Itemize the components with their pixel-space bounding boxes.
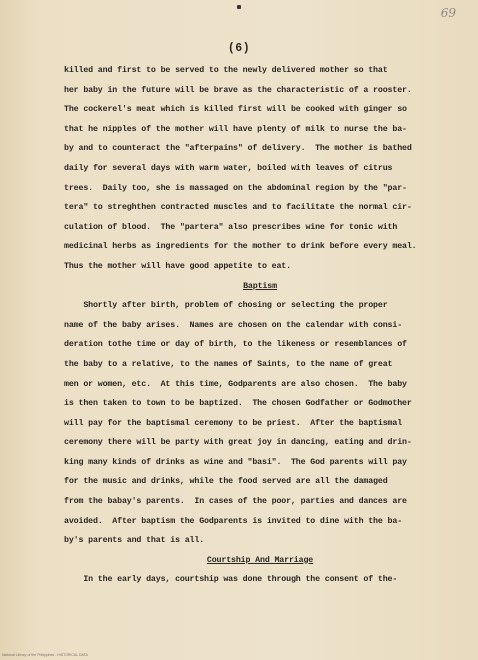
text-line: king many kinds of drinks as wine and "basi". The God parents will pay	[64, 457, 407, 467]
text-line: tera" to streghthen contracted muscles and to facilitate the normal cir-	[64, 203, 412, 213]
text-line: daily for several days with warm water, boiled with leaves of citrus	[64, 163, 393, 173]
archive-footer: National Library of the Philippines - HISTORICAL DATA	[2, 653, 88, 657]
text-line: from the babay's parents. In cases of the poor, parties and dances are	[64, 497, 407, 507]
binding-hole	[237, 5, 241, 9]
text-line: ceremony there will be party with great joy in dancing, eating and drin-	[64, 438, 412, 448]
text-line: name of the baby arises. Names are chosen on the calendar with consi-	[64, 320, 403, 330]
text-line: The cockerel's meat which is killed first will be cooked with ginger so	[64, 105, 407, 115]
text-line: is then taken to town to be baptized. The chosen Godfather or Godmother	[64, 399, 412, 409]
text-line: that he nipples of the mother will have plenty of milk to nurse the ba-	[64, 124, 407, 134]
text-line: killed and first to be served to the newly delivered mother so that	[64, 66, 388, 75]
body-text	[64, 61, 456, 590]
text-line: culation of blood. The "partera" also prescribes wine for tonic with	[64, 222, 398, 232]
text-line: Shortly after birth, problem of chosing or selecting the proper	[64, 301, 388, 311]
text-line: her baby in the future will be brave as the characteristic of a rooster.	[64, 85, 412, 95]
text-line: avoided. After baptism the Godparents is invited to dine with the ba-	[64, 516, 403, 526]
text-line: Thus the mother will have good appetite to eat.	[64, 261, 291, 271]
text-line: trees. Daily too, she is massaged on the abdominal region by the "par-	[64, 183, 407, 193]
text-line: for the music and drinks, while the food served are all the damaged	[64, 477, 388, 487]
text-line: will pay for the baptismal ceremony to be priest. After the baptismal	[64, 418, 403, 428]
section-heading-courtship: Courtship And Marriage	[206, 555, 314, 565]
section-heading-baptism: Baptism	[243, 281, 277, 291]
text-line: by and to counteract the "afterpains" of delivery. The mother is bathed	[64, 144, 412, 154]
handwritten-page-number: 69	[440, 6, 456, 20]
text-line: the baby to a relative, to the names of Saints, to the name of great	[64, 359, 393, 369]
page-number: (6)	[227, 42, 251, 55]
text-line: by's parents and that is all.	[64, 536, 205, 546]
text-line: deration tothe time or day of birth, to the likeness or resemblances of	[64, 340, 407, 350]
text-line: In the early days, courtship was done through the consent of the-	[64, 575, 398, 585]
text-line: medicinal herbs as ingredients for the mother to drink before every meal.	[64, 242, 417, 252]
text-line: men or women, etc. At this time, Godparents are also chosen. The baby	[64, 379, 407, 389]
